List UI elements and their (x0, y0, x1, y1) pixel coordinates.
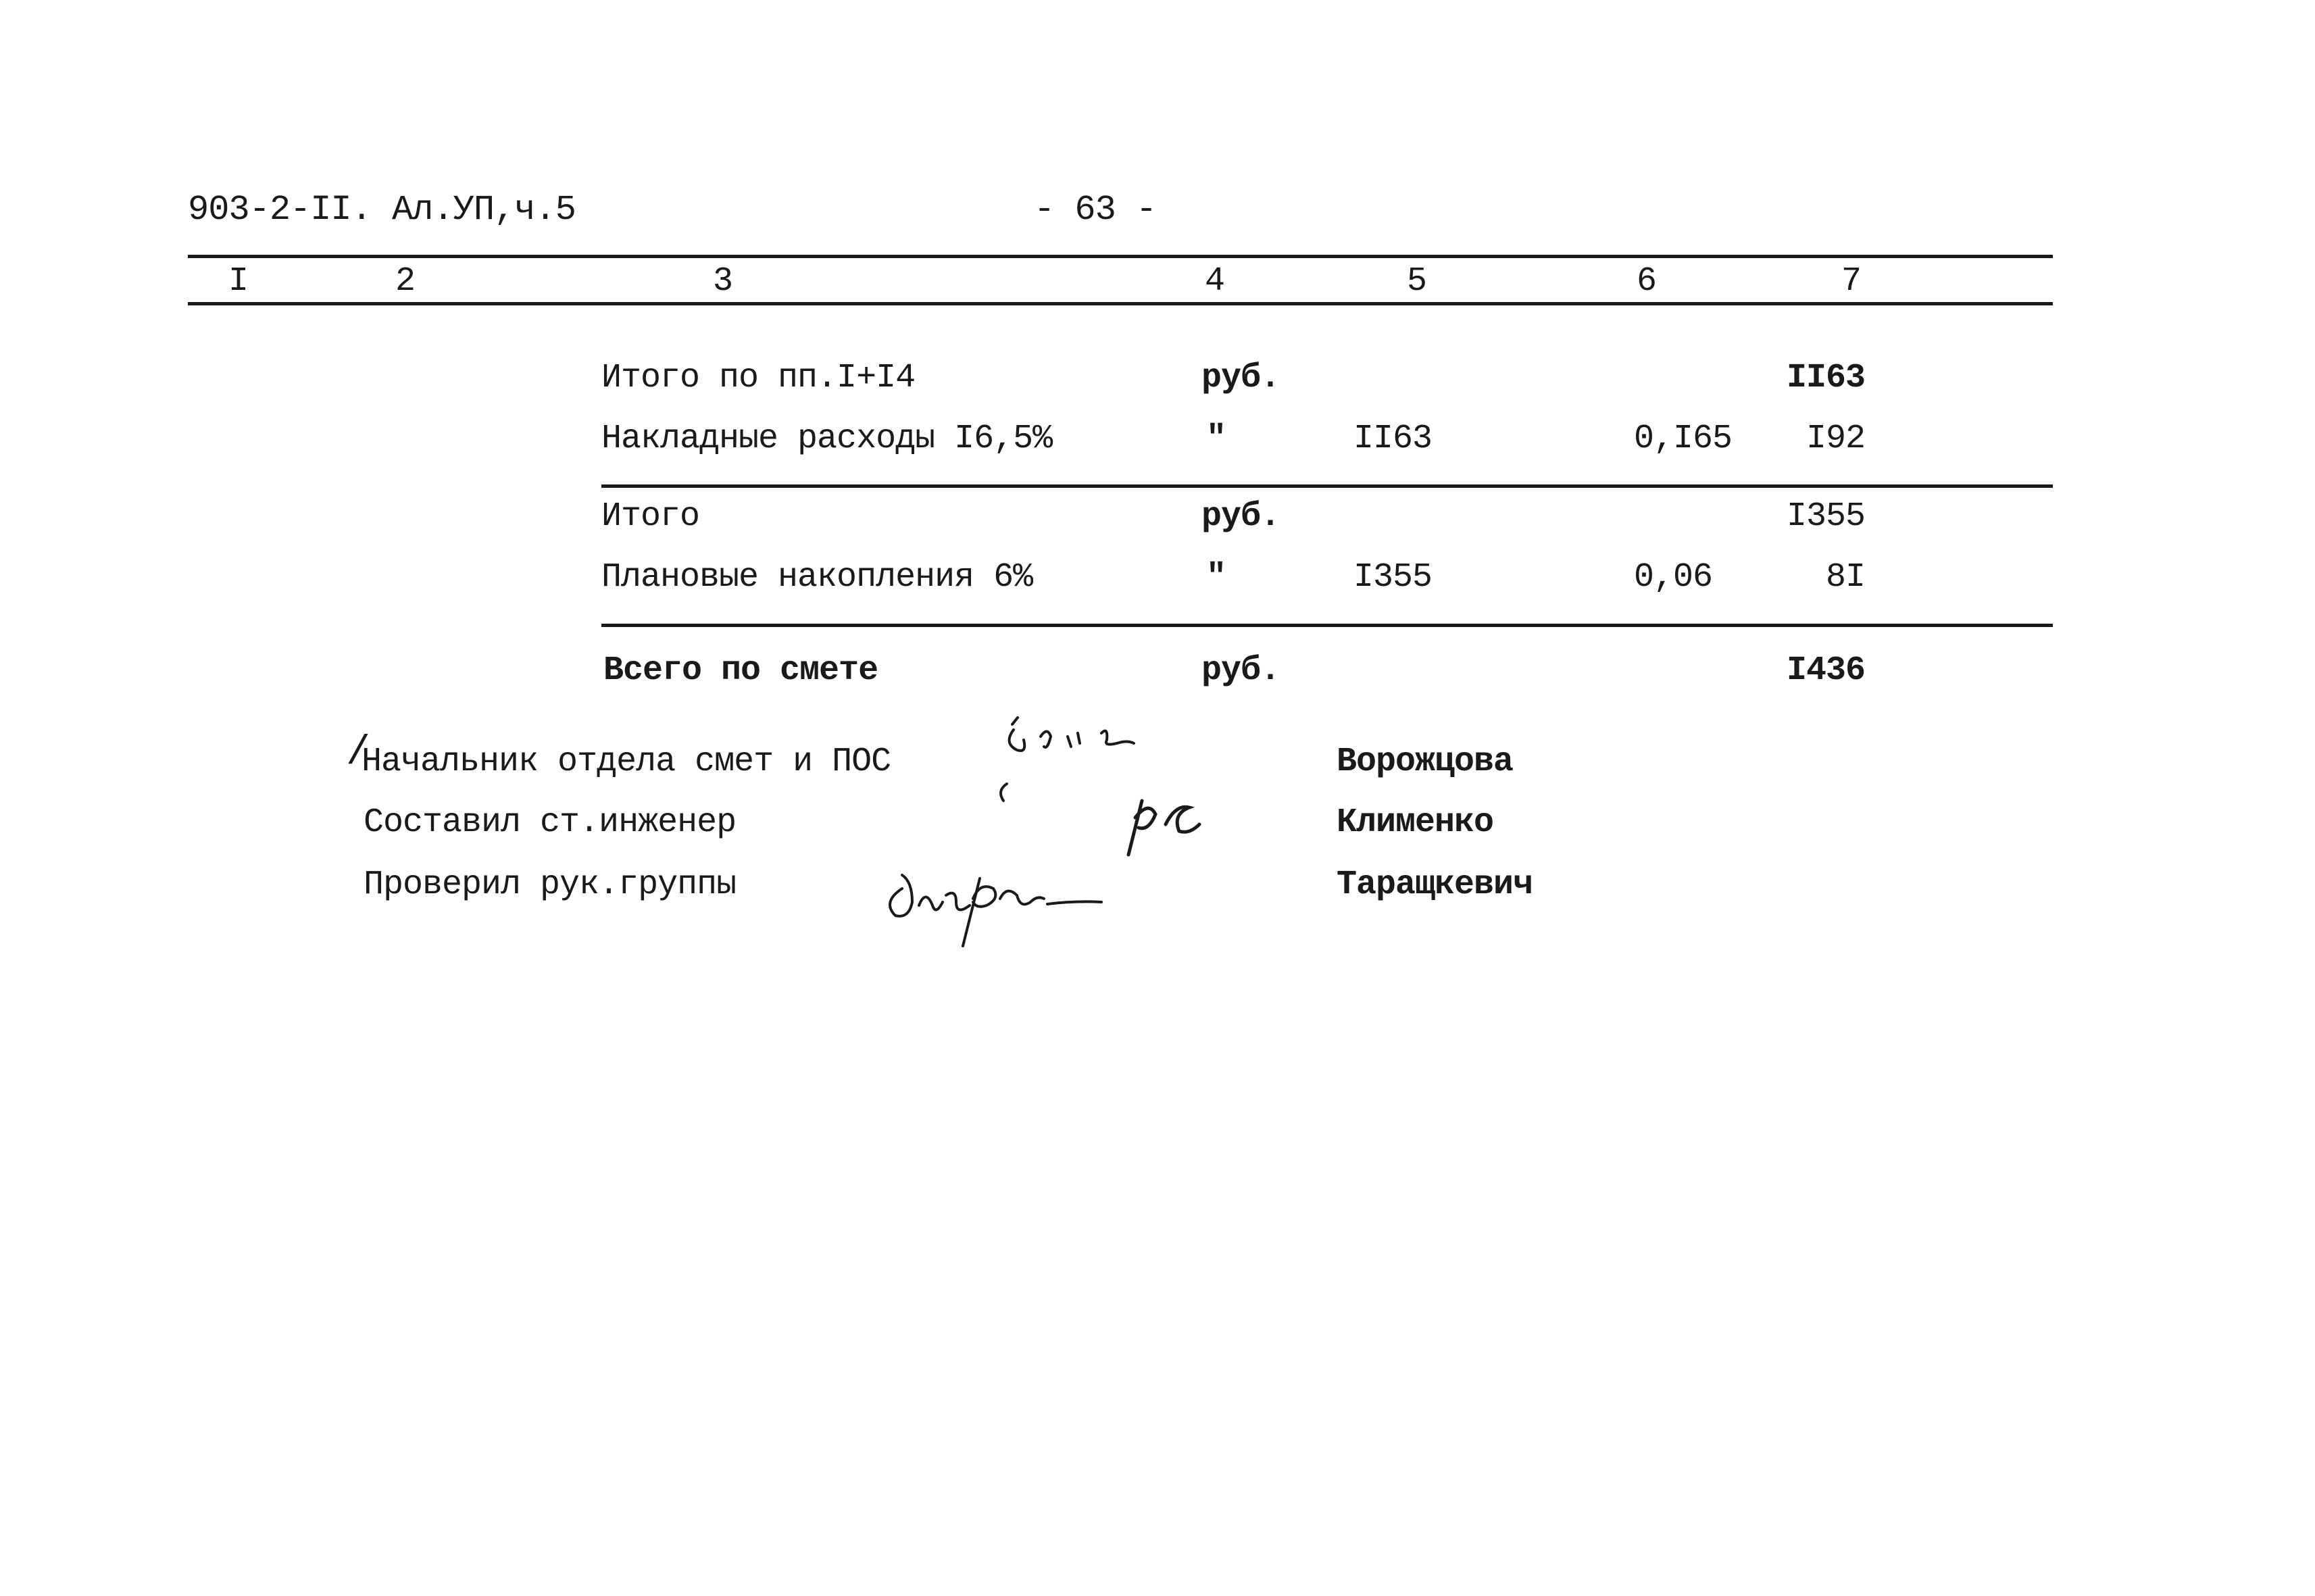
handwritten-signature-3 (878, 851, 1108, 953)
row-4-unit: " (1206, 558, 1226, 597)
row-5-name: Всего по смете (603, 651, 878, 690)
signature-person-2: Клименко (1337, 803, 1494, 842)
document-code: 903-2-II. Ал.УП,ч.5 (188, 190, 576, 230)
row-4-base: I355 (1353, 558, 1433, 597)
row-3-name: Итого (601, 497, 700, 536)
row-2-coef: 0,I65 (1634, 420, 1733, 458)
signature-role-3: Проверил рук.группы (364, 866, 737, 904)
row-2-unit: " (1206, 420, 1226, 458)
row-2-total: I92 (1806, 420, 1865, 458)
column-number-2: 2 (395, 262, 416, 301)
row-5-unit: руб. (1201, 651, 1280, 690)
row-3-total: I355 (1786, 497, 1865, 536)
grand-total-rule (601, 624, 2053, 627)
handwritten-signature-2 (1115, 777, 1216, 865)
header-bottom-rule (188, 302, 2053, 305)
row-4-name: Плановые накопления 6% (601, 558, 1033, 597)
row-1-unit: руб. (1201, 359, 1280, 397)
row-3-unit: руб. (1201, 497, 1280, 536)
column-number-4: 4 (1205, 262, 1225, 301)
row-2-base: II63 (1353, 420, 1433, 458)
signature-role-2: Составил ст.инженер (364, 803, 737, 842)
page-number: - 63 - (1034, 190, 1157, 230)
column-number-6: 6 (1637, 262, 1657, 301)
column-number-7: 7 (1841, 262, 1862, 301)
column-number-1: I (228, 262, 249, 301)
row-1-name: Итого по пп.I+I4 (601, 359, 916, 397)
signature-person-3: Таращкевич (1337, 866, 1533, 904)
subtotal-rule (601, 484, 2053, 488)
signature-role-1: Начальник отдела смет и ПОС (362, 743, 891, 781)
column-number-5: 5 (1407, 262, 1427, 301)
row-4-coef: 0,06 (1634, 558, 1713, 597)
header-top-rule (188, 255, 2053, 258)
row-1-total: II63 (1786, 359, 1865, 397)
row-2-name: Накладные расходы I6,5% (601, 420, 1053, 458)
row-4-total: 8I (1825, 558, 1865, 597)
signature-mark-slash: / (346, 730, 370, 776)
row-5-total: I436 (1786, 651, 1865, 690)
signature-person-1: Ворожцова (1337, 743, 1514, 781)
column-number-3: 3 (713, 262, 733, 301)
